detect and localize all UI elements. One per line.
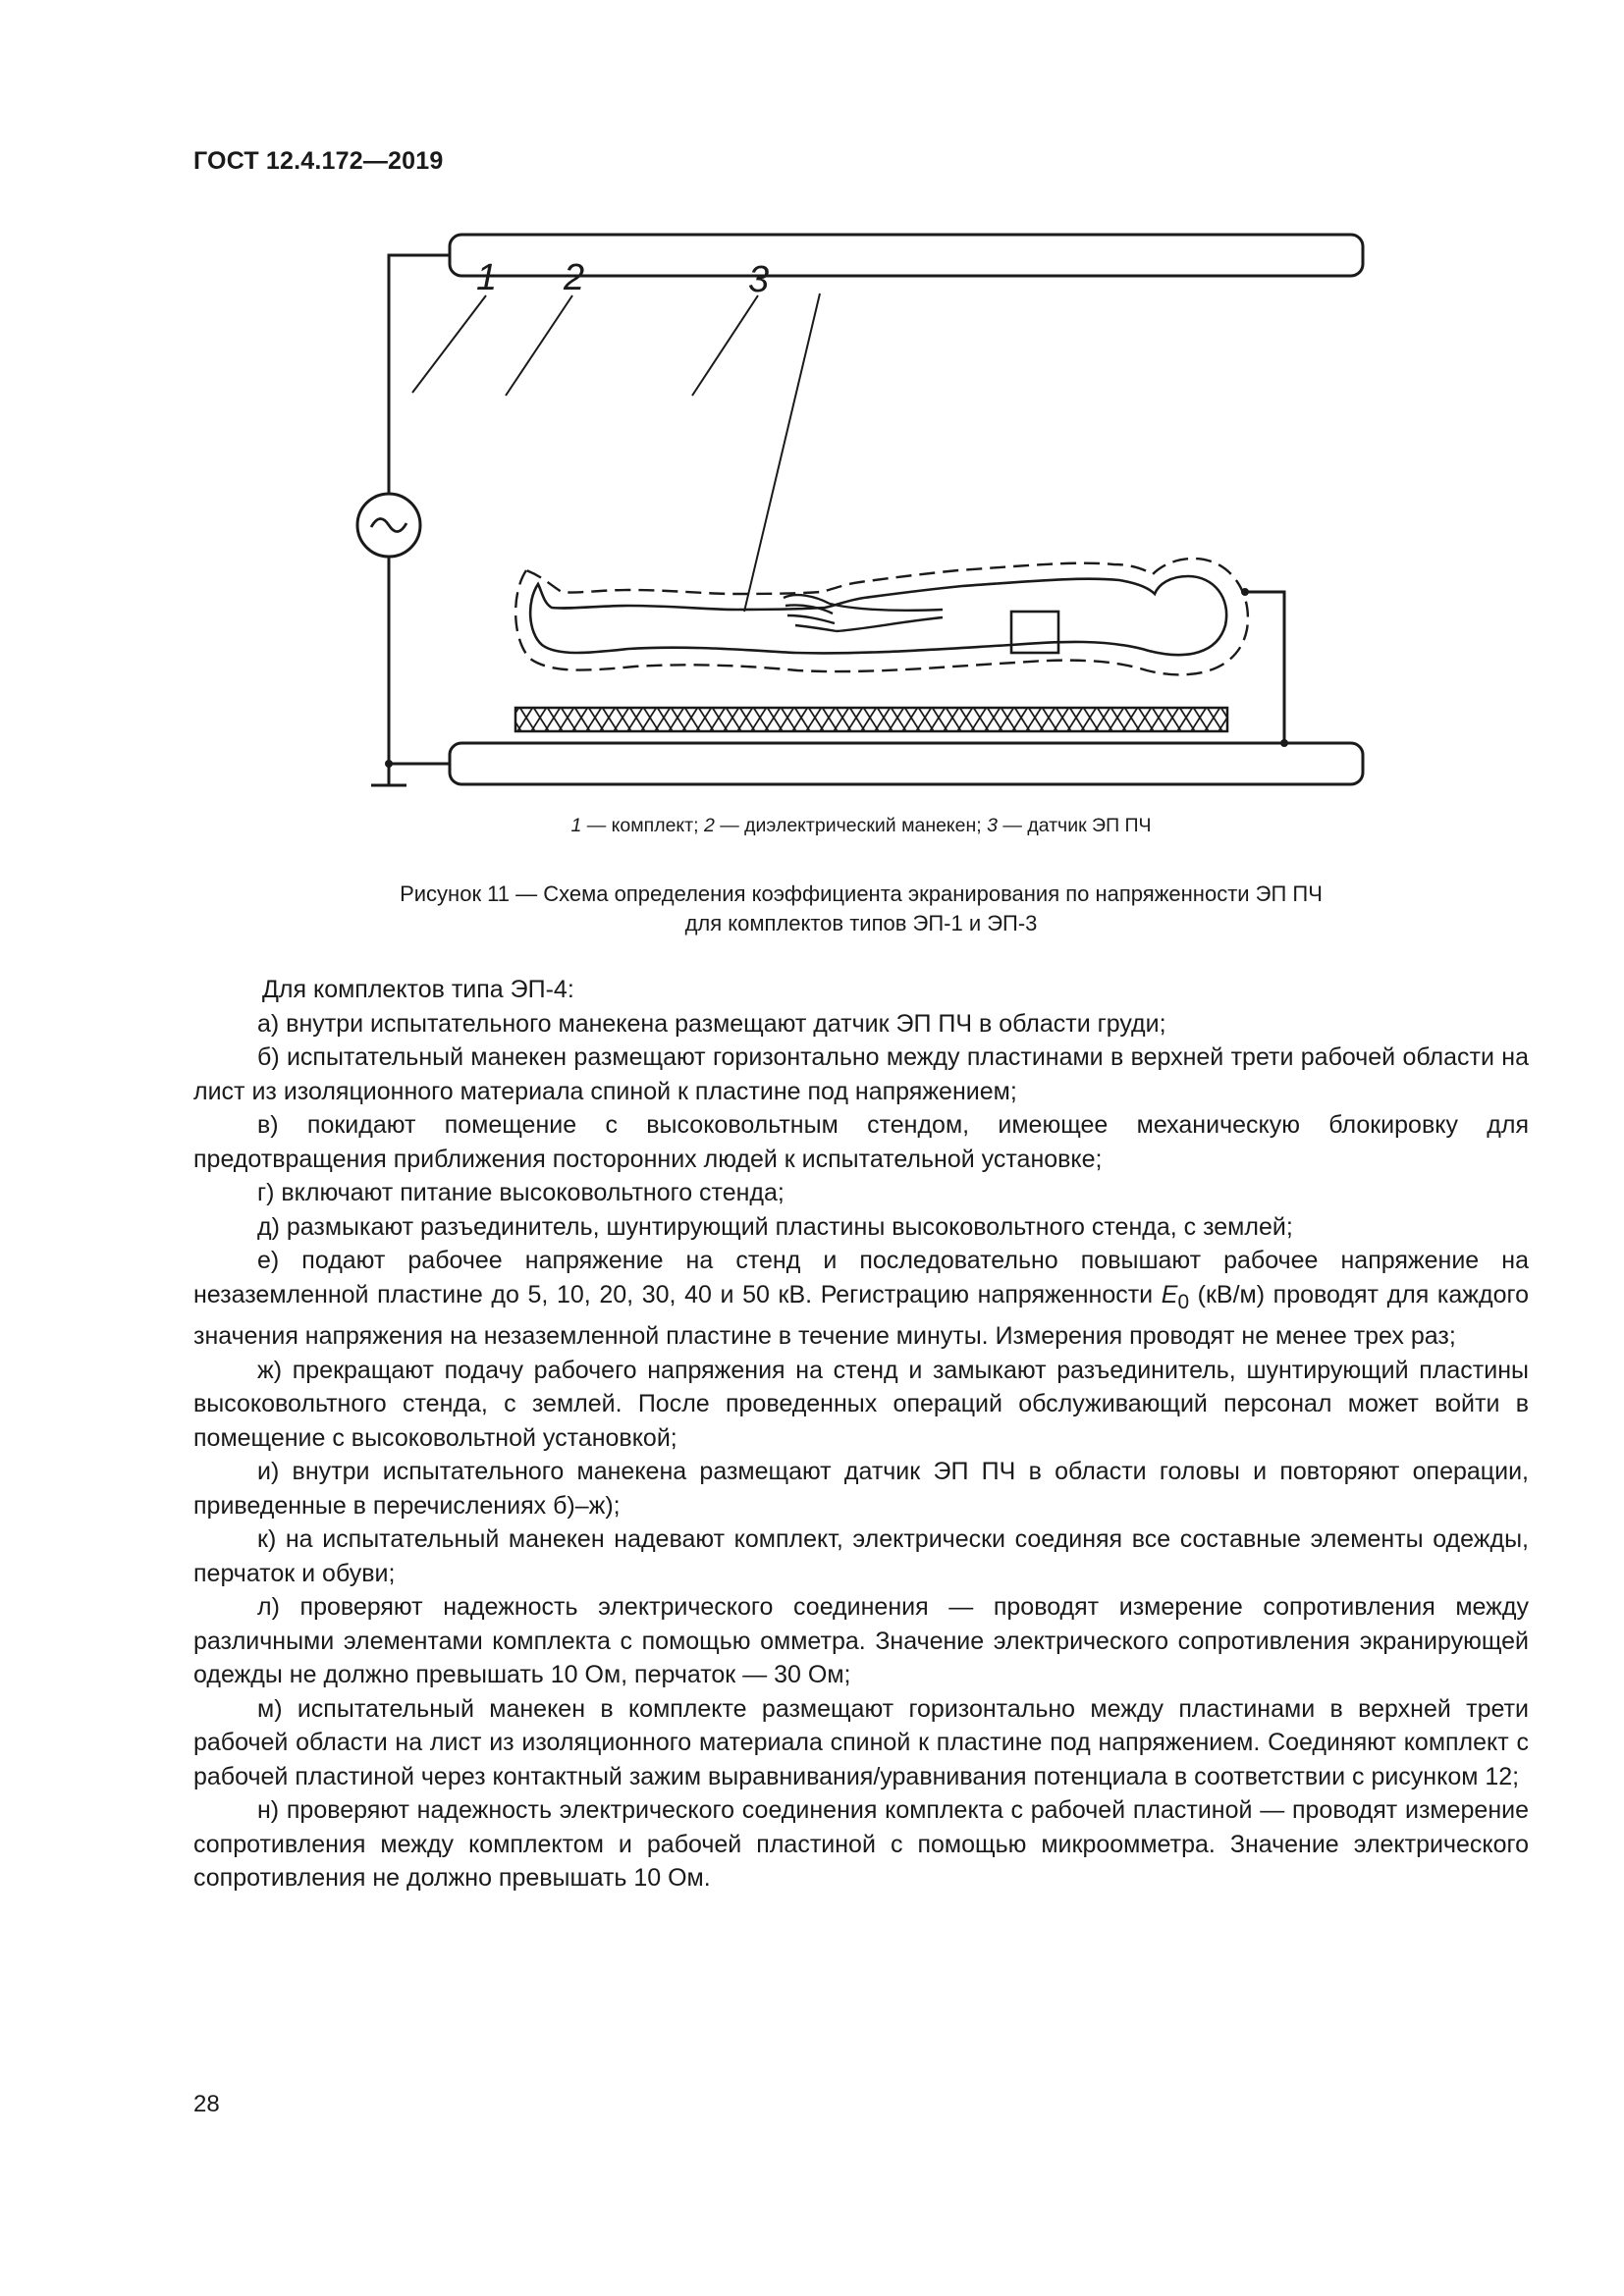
figure-label-2: 2 bbox=[564, 257, 585, 298]
junction-dot bbox=[385, 760, 393, 768]
field-sensor bbox=[1011, 612, 1058, 653]
legend-number-1: 1 bbox=[570, 815, 582, 836]
paragraph-intro: Для комплектов типа ЭП-4: bbox=[262, 976, 574, 1003]
connection-wire bbox=[1245, 592, 1284, 743]
legend-text-2: — диэлектрический манекен; bbox=[714, 815, 988, 836]
list-item-e-text-1: е) подают рабочее напряжение на стенд и последовательно повышают рабочее напряжение на незаземленной пластине до 5, 10, 20, 30, 40 и 50 кВ. Регистрацию напряженности bbox=[193, 1247, 1529, 1308]
figure-label-3: 3 bbox=[748, 259, 770, 300]
list-item-v: в) покидают помещение с высоковольтным стендом, имеющее механическую блокировку для предотвращения приближения посторонних людей к испытательной установке; bbox=[193, 1111, 1529, 1173]
junction-dot bbox=[1241, 588, 1249, 596]
list-item-a: а) внутри испытательного манекена размещают датчик ЭП ПЧ в области груди; bbox=[257, 1009, 1166, 1038]
page-number: 28 bbox=[193, 2091, 220, 2117]
mannequin bbox=[530, 576, 1226, 655]
figure-caption bbox=[193, 880, 1529, 938]
legend-number-2: 2 bbox=[703, 815, 715, 836]
caption-line-2: для комплектов типов ЭП-1 и ЭП-3 bbox=[684, 911, 1038, 935]
list-item-n: н) проверяют надежность электрического соединения комплекта с рабочей пластиной — проводят измерение сопротивления между комплектом и рабочей пластиной с помощью микроомметра. Значение электрического сопротивления не должно превышать 10 Ом. bbox=[193, 1796, 1529, 1892]
list-item-e-text-2: (кВ/м) проводят для каждого значения напряжения на незаземленной пластине в течение минуты. Измерения проводят не менее трех раз; bbox=[193, 1280, 1529, 1350]
list-item-zh: ж) прекращают подачу рабочего напряжения на стенд и замыкают разъединитель, шунтирующий пластины высоковольтного стенда, с землей. После проведенных операций обслуживающий персонал может войти в помещение с высоковольтной установкой; bbox=[193, 1356, 1529, 1452]
document-body bbox=[193, 973, 1529, 1896]
field-strength-subscript: 0 bbox=[1177, 1290, 1190, 1313]
mannequin-arm bbox=[784, 595, 943, 631]
list-item-k: к) на испытательный манекен надевают комплект, электрически соединяя все составные элементы одежды, перчаток и обуви; bbox=[193, 1525, 1529, 1587]
list-item-b: б) испытательный манекен размещают горизонтально между пластинами в верхней трети рабочей области на лист из изоляционного материала спиной к пластине под напряжением; bbox=[193, 1043, 1529, 1105]
suit-outline bbox=[515, 559, 1248, 674]
legend-text-1: — комплект; bbox=[581, 815, 704, 836]
list-item-l: л) проверяют надежность электрического соединения — проводят измерение сопротивления между различными элементами комплекта с помощью омметра. Значение электрического сопротивления экранирующей одежды не должно превышать 10 Ом, перчаток — 30 Ом; bbox=[193, 1593, 1529, 1688]
list-item-d: д) размыкают разъединитель, шунтирующий пластины высоковольтного стенда, с землей; bbox=[257, 1212, 1293, 1241]
ac-source-icon bbox=[357, 494, 420, 557]
leader-line-3 bbox=[692, 295, 758, 396]
leader-line-2 bbox=[506, 295, 572, 396]
caption-line-1: Рисунок 11 — Схема определения коэффициента экранирования по напряженности ЭП ПЧ bbox=[400, 881, 1323, 906]
circuit-wire bbox=[389, 255, 450, 764]
legend-text-3: — датчик ЭП ПЧ bbox=[998, 815, 1152, 836]
list-item-m: м) испытательный манекен в комплекте размещают горизонтально между пластинами в верхней трети рабочей области на лист из изоляционного материала спиной к пластине под напряжением. Соединяют комплект с рабочей пластиной через контактный зажим выравнивания/уравнивания потенциала в соответствии с рисунком 12; bbox=[193, 1694, 1529, 1790]
top-plate bbox=[450, 235, 1363, 276]
figure-legend bbox=[193, 815, 1529, 837]
bottom-plate bbox=[450, 743, 1363, 784]
list-item-i: и) внутри испытательного манекена размещают датчик ЭП ПЧ в области головы и повторяют операции, приведенные в перечислениях б)–ж); bbox=[193, 1458, 1529, 1520]
dielectric-sheet bbox=[515, 708, 1227, 731]
legend-number-3: 3 bbox=[987, 815, 998, 836]
list-item-g: г) включают питание высоковольтного стенда; bbox=[257, 1179, 785, 1206]
field-strength-symbol: E bbox=[1161, 1280, 1178, 1308]
figure-label-1: 1 bbox=[476, 257, 498, 298]
list-item-e bbox=[193, 1244, 1529, 1354]
document-header: ГОСТ 12.4.172—2019 bbox=[193, 147, 444, 175]
figure-11 bbox=[334, 221, 1375, 800]
leader-line-1 bbox=[412, 295, 486, 393]
junction-dot bbox=[1280, 739, 1288, 747]
test-setup-diagram bbox=[334, 221, 1375, 800]
